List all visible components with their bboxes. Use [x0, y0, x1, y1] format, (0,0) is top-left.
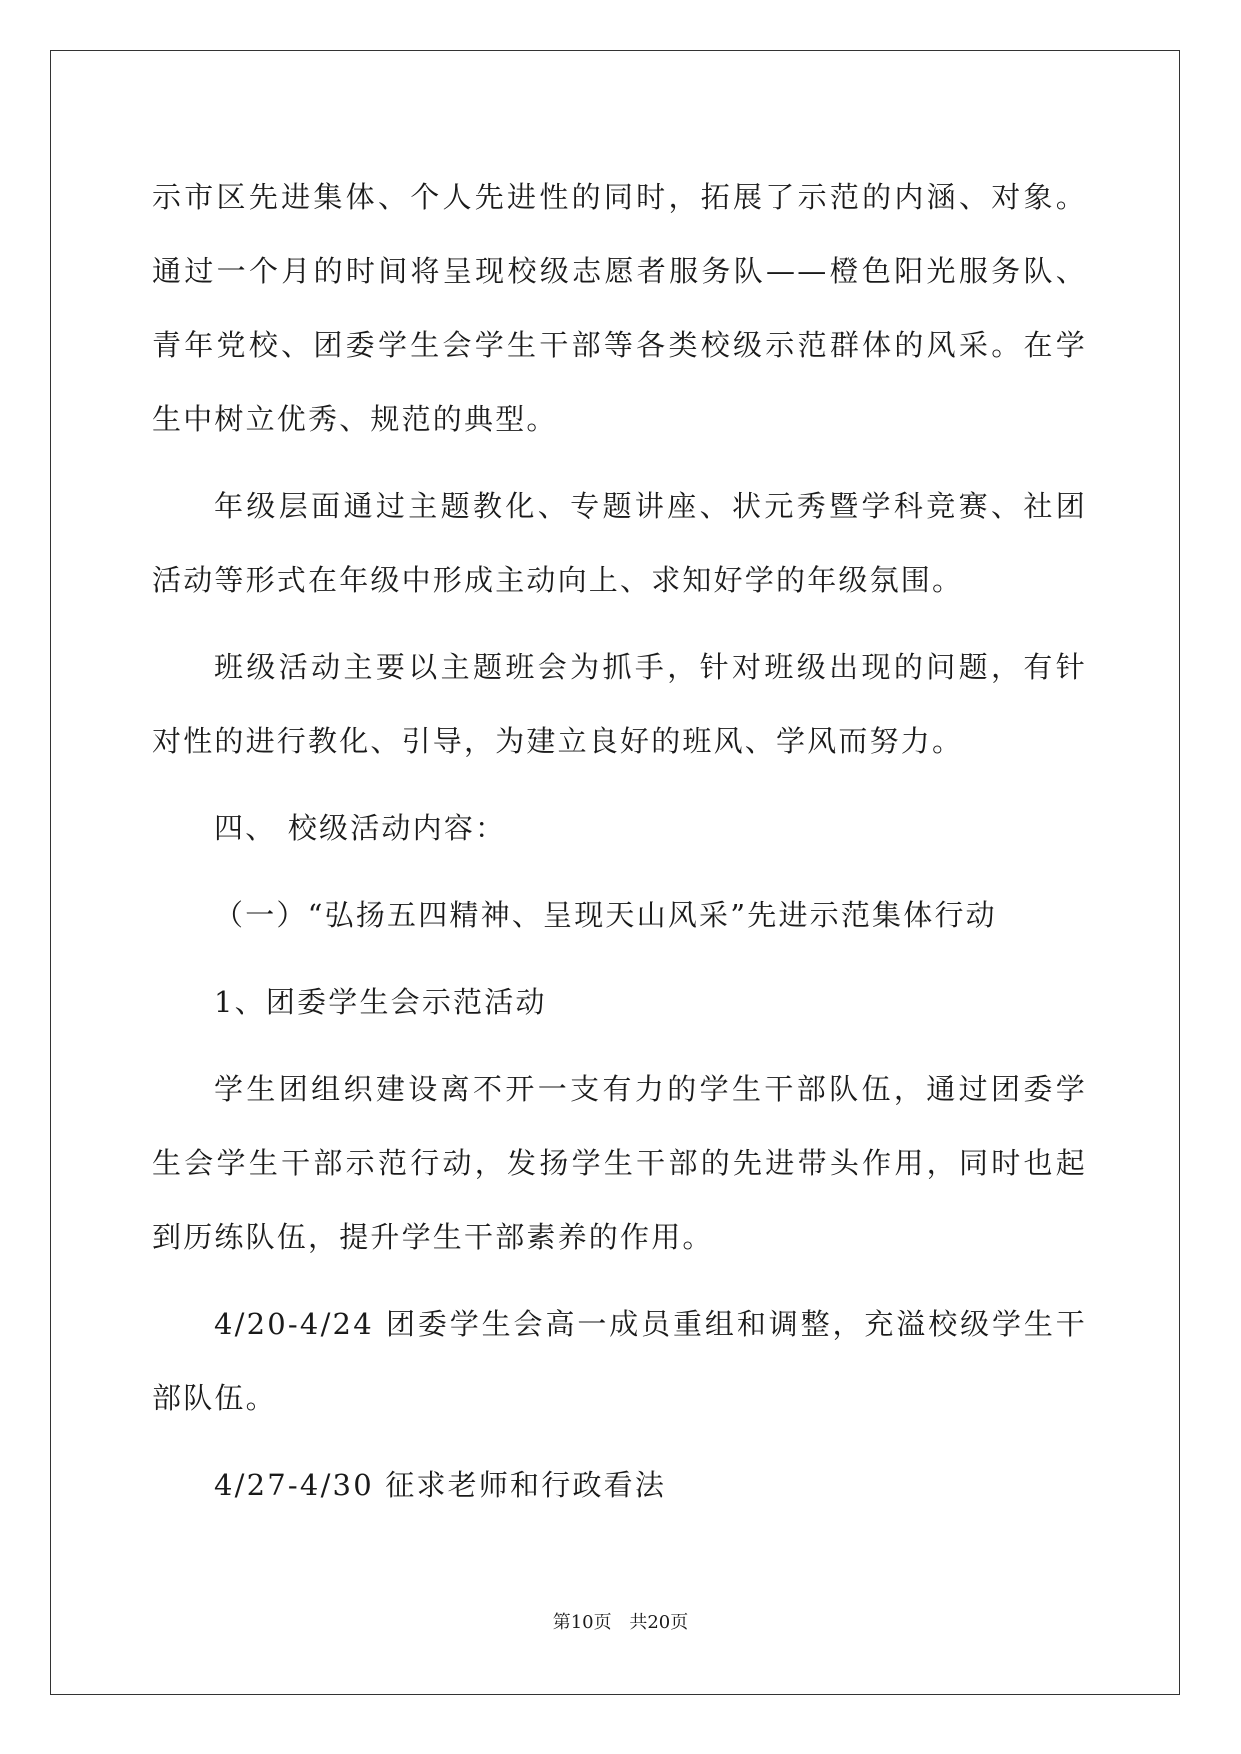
page-total: 共20页 — [629, 1612, 689, 1633]
subsection-heading: （一）“弘扬五四精神、呈现天山风采”先进示范集体行动 — [214, 898, 997, 932]
item-heading: 1、团委学生会示范活动 — [214, 985, 547, 1019]
paragraph-7: 学生团组织建设离不开一支有力的学生干部队伍，通过团委学生会学生干部示范行动，发扬学生干部的先进带头作用，同时也起到历练队伍，提升学生干部素养的作用。 — [152, 1072, 1087, 1254]
document-body — [152, 160, 1087, 1535]
page-footer — [0, 1608, 1241, 1634]
schedule-item-1: 4/20-4/24 团委学生会高一成员重组和调整，充溢校级学生干部队伍。 — [152, 1307, 1087, 1415]
schedule-item-2: 4/27-4/30 征求老师和行政看法 — [214, 1468, 667, 1502]
section-heading: 四、 校级活动内容： — [214, 811, 507, 845]
paragraph-1: 示市区先进集体、个人先进性的同时，拓展了示范的内涵、对象。通过一个月的时间将呈现校级志愿者服务队——橙色阳光服务队、青年党校、团委学生会学生干部等各类校级示范群体的风采。在学生中树立优秀、规范的典型。 — [152, 180, 1087, 436]
page-number: 第10页 — [552, 1612, 612, 1633]
paragraph-2: 年级层面通过主题教化、专题讲座、状元秀暨学科竞赛、社团活动等形式在年级中形成主动向上、求知好学的年级氛围。 — [152, 489, 1087, 597]
paragraph-3: 班级活动主要以主题班会为抓手，针对班级出现的问题，有针对性的进行教化、引导，为建立良好的班风、学风而努力。 — [152, 650, 1087, 758]
